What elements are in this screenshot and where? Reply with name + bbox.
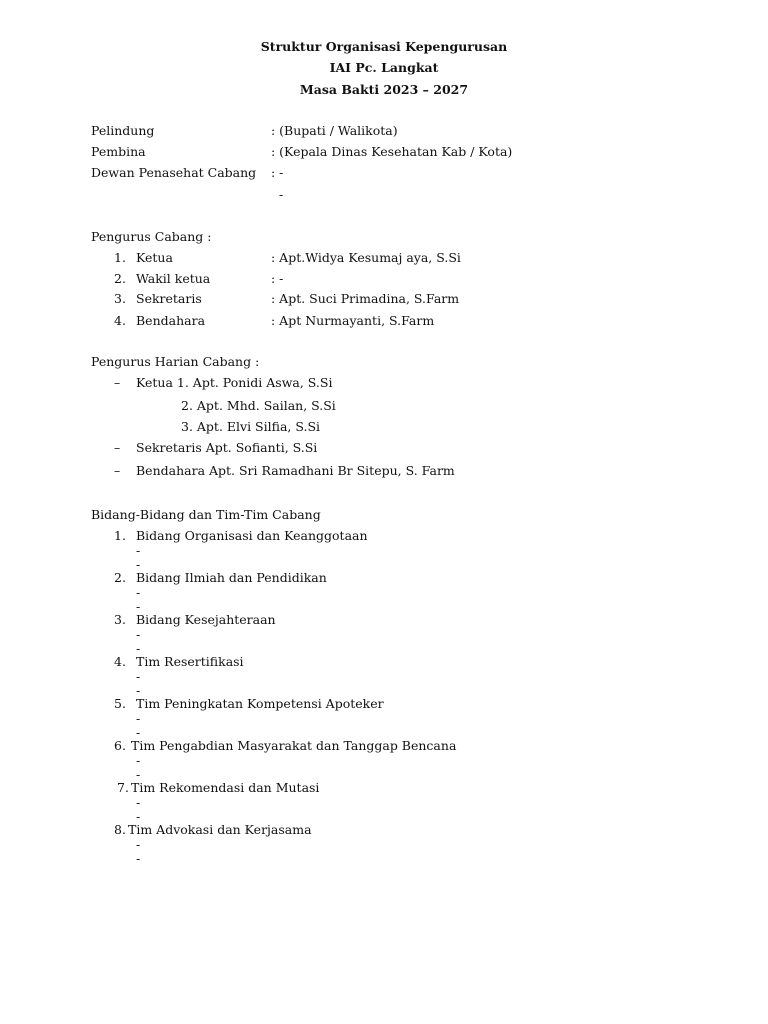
bidang-dash: - (136, 599, 141, 614)
harian-ketua-3: 3. Apt. Elvi Silfia, S.Si (181, 419, 321, 434)
pengurus-cabang-role: Sekretaris (136, 291, 202, 306)
doc-subtitle-org: IAI Pc. Langkat (329, 60, 439, 75)
bidang-dash: - (136, 725, 141, 740)
pengurus-cabang-role: Ketua (136, 250, 173, 265)
bidang-label: Tim Rekomendasi dan Mutasi (131, 780, 320, 795)
pengurus-cabang-value: : Apt Nurmayanti, S.Farm (271, 313, 435, 328)
bidang-label: Tim Advokasi dan Kerjasama (128, 822, 312, 837)
bidang-dash: - (136, 753, 141, 768)
bidang-dash: - (136, 767, 141, 782)
pengurus-cabang-num: 4. (114, 313, 126, 328)
advisor-label-dewan: Dewan Penasehat Cabang (91, 165, 257, 180)
bidang-dash: - (136, 585, 141, 600)
harian-ketua-line: Ketua 1. Apt. Ponidi Aswa, S.Si (136, 375, 333, 390)
bidang-dash: - (136, 669, 141, 684)
bidang-num: 6. (114, 738, 126, 753)
bidang-dash: - (136, 711, 141, 726)
pengurus-cabang-num: 2. (114, 271, 126, 286)
bidang-num: 5. (114, 696, 126, 711)
harian-ketua-2: 2. Apt. Mhd. Sailan, S.Si (181, 398, 336, 413)
advisor-label-pembina: Pembina (91, 144, 146, 159)
bidang-num: 8. (114, 822, 126, 837)
bidang-label: Bidang Kesejahteraan (136, 612, 276, 627)
pengurus-cabang-value: : Apt.Widya Kesumaj aya, S.Si (271, 250, 461, 265)
bidang-dash: - (136, 641, 141, 656)
advisor-value-pembina: : (Kepala Dinas Kesehatan Kab / Kota) (271, 144, 513, 159)
advisor-extra-dash: - (279, 187, 284, 202)
bidang-dash: - (136, 837, 141, 852)
bidang-label: Tim Peningkatan Kompetensi Apoteker (136, 696, 384, 711)
doc-title: Struktur Organisasi Kepengurusan (260, 39, 508, 54)
bidang-num: 4. (114, 654, 126, 669)
pengurus-cabang-role: Bendahara (136, 313, 206, 328)
pengurus-cabang-role: Wakil ketua (136, 271, 211, 286)
bidang-dash: - (136, 543, 141, 558)
bidang-num: 2. (114, 570, 126, 585)
pengurus-harian-heading: Pengurus Harian Cabang : (91, 354, 260, 369)
bidang-dash: - (136, 627, 141, 642)
pengurus-cabang-num: 3. (114, 291, 126, 306)
doc-subtitle-period: Masa Bakti 2023 – 2027 (299, 82, 469, 97)
bidang-dash: - (136, 683, 141, 698)
pengurus-cabang-value: : - (271, 271, 284, 286)
bullet-dash: – (114, 375, 121, 390)
advisor-value-pelindung: : (Bupati / Walikota) (271, 123, 398, 138)
bidang-dash: - (136, 851, 141, 866)
bidang-num: 1. (114, 528, 126, 543)
bullet-dash: – (114, 463, 121, 478)
bidang-dash: - (136, 795, 141, 810)
advisor-value-dewan: : - (271, 165, 284, 180)
bidang-dash: - (136, 809, 141, 824)
advisor-label-pelindung: Pelindung (91, 123, 155, 138)
bidang-dash: - (136, 557, 141, 572)
pengurus-cabang-num: 1. (114, 250, 126, 265)
bullet-dash: – (114, 440, 121, 455)
bidang-label: Tim Resertifikasi (136, 654, 244, 669)
bidang-label: Bidang Ilmiah dan Pendidikan (136, 570, 327, 585)
bidang-label: Tim Pengabdian Masyarakat dan Tanggap Bencana (131, 738, 457, 753)
harian-sekretaris: Sekretaris Apt. Sofianti, S.Si (136, 440, 318, 455)
bidang-num: 7. (117, 780, 129, 795)
bidang-heading: Bidang-Bidang dan Tim-Tim Cabang (91, 507, 321, 522)
pengurus-cabang-heading: Pengurus Cabang : (91, 229, 212, 244)
bidang-label: Bidang Organisasi dan Keanggotaan (136, 528, 368, 543)
harian-bendahara: Bendahara Apt. Sri Ramadhani Br Sitepu, S. Farm (136, 463, 455, 478)
bidang-num: 3. (114, 612, 126, 627)
pengurus-cabang-value: : Apt. Suci Primadina, S.Farm (271, 291, 460, 306)
